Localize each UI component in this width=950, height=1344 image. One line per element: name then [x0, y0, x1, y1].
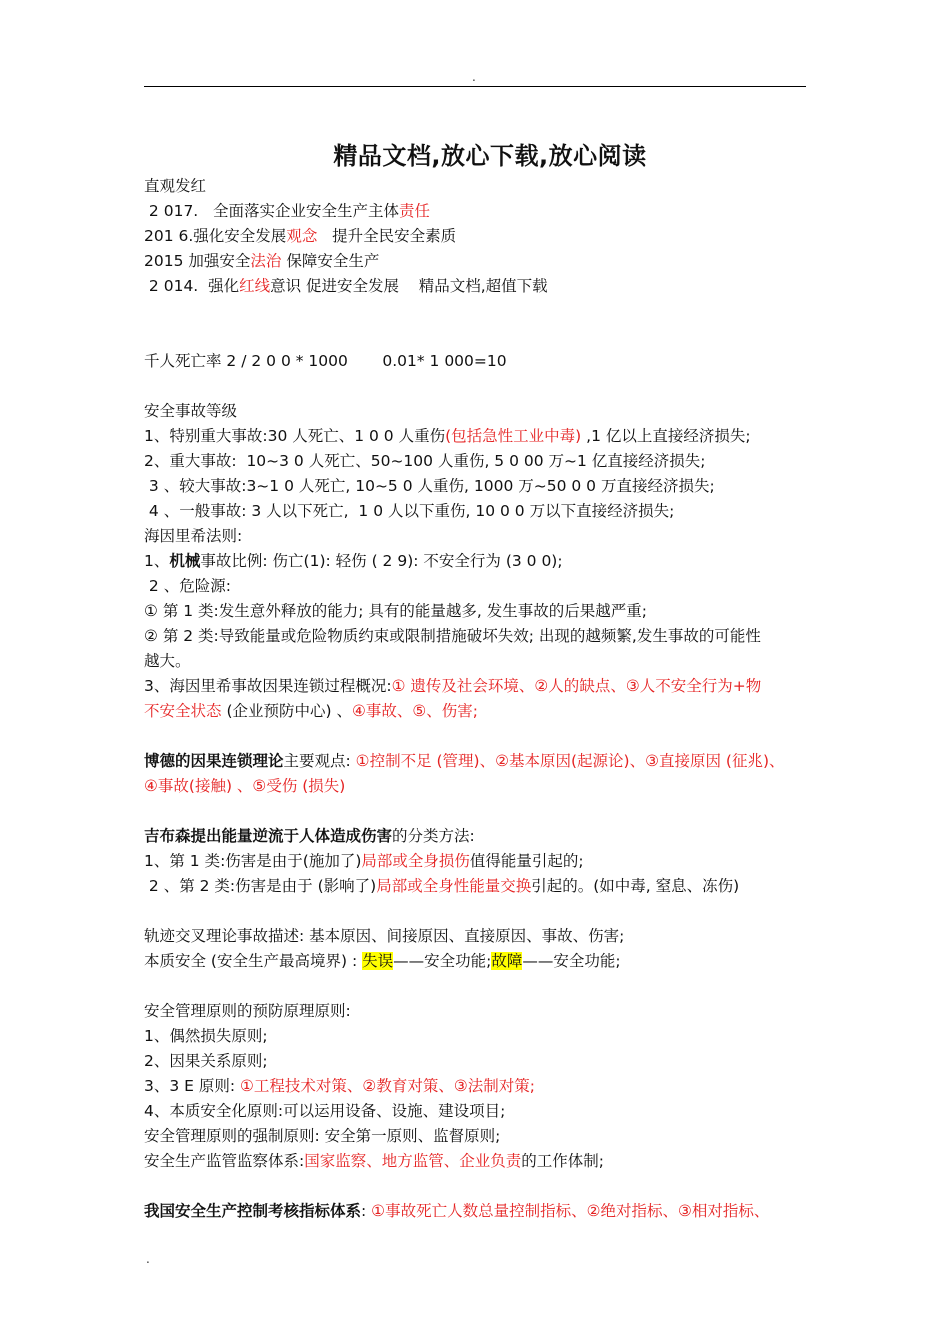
line-text: (企业预防中心) 、 — [221, 702, 352, 720]
text-line — [144, 1024, 824, 1049]
line-text: 主要观点: — [283, 752, 356, 770]
bold-text: 吉布森提出能量逆流于人体造成伤害 — [144, 827, 393, 845]
line-text: 安全生产监管监察体系: — [144, 1152, 305, 1170]
text-line — [144, 949, 824, 974]
text-line — [144, 449, 824, 474]
text-line — [144, 499, 824, 524]
bold-text: 博德的因果连锁理论 — [144, 752, 284, 770]
text-line — [144, 1124, 824, 1149]
blank-line — [144, 974, 824, 999]
line-text: 2015 加强安全 — [144, 252, 251, 270]
text-line — [144, 524, 824, 549]
highlighted-text: 失误 — [362, 952, 394, 970]
line-text: 2、因果关系原则; — [144, 1052, 268, 1070]
line-text: ——安全功能; — [522, 952, 621, 970]
line-text: 的工作体制; — [521, 1152, 604, 1170]
line-text: 意识 促进安全发展 精品文档,超值下载 — [270, 277, 548, 295]
bold-text: 我国安全生产控制考核指标体系 — [144, 1202, 362, 1220]
line-text: 2 017. 全面落实企业安全生产主体 — [144, 202, 400, 220]
text-line — [144, 1149, 824, 1174]
text-line — [144, 874, 824, 899]
text-line — [144, 999, 824, 1024]
text-line — [144, 199, 824, 224]
text-line — [144, 749, 824, 774]
line-text: ② 第 2 类:导致能量或危险物质约束或限制措施破坏失效; 出现的越频繁,发生事故的可能性 — [144, 627, 761, 645]
emphasis-text: ①事故死亡人数总量控制指标、②绝对指标、③相对指标、 — [371, 1202, 770, 1220]
emphasis-text: 观念 — [286, 227, 318, 245]
text-line — [144, 1099, 824, 1124]
emphasis-text: ④事故、⑤、伤害; — [351, 702, 478, 720]
text-line — [144, 1199, 824, 1224]
line-text: : — [361, 1202, 372, 1220]
emphasis-text: ④事故(接触) 、⑤受伤 (损失) — [144, 777, 346, 795]
line-text: 事故比例: 伤亡(1): 轻伤 ( 2 9): 不安全行为 (3 0 0); — [200, 552, 563, 570]
line-text: 保障安全生产 — [281, 252, 380, 270]
line-text: 1、特别重大事故:30 人死亡、1 0 0 人重伤 — [144, 427, 446, 445]
blank-line — [144, 724, 824, 749]
blank-line — [144, 299, 824, 324]
text-line — [144, 574, 824, 599]
document-body — [144, 174, 824, 1224]
text-line — [144, 1049, 824, 1074]
line-text: 4 、一般事故: 3 人以下死亡, 1 0 人以下重伤, 10 0 0 万以下直接经济损失; — [144, 502, 675, 520]
blank-line — [144, 324, 824, 349]
emphasis-text: 国家监察、地方监管、企业负责 — [304, 1152, 522, 1170]
line-text: 的分类方法: — [392, 827, 475, 845]
line-text: 越大。 — [144, 652, 191, 670]
text-line — [144, 274, 824, 299]
line-text: 1、 — [144, 552, 170, 570]
emphasis-text: 局部或全身损伤 — [361, 852, 470, 870]
text-line — [144, 1074, 824, 1099]
line-text: 3、3 E 原则: — [144, 1077, 241, 1095]
emphasis-text: 法治 — [250, 252, 282, 270]
emphasis-text: ①工程技术对策、②教育对策、③法制对策; — [240, 1077, 535, 1095]
emphasis-text: 不安全状态 — [144, 702, 222, 720]
line-text: ① 第 1 类:发生意外释放的能力; 具有的能量越多, 发生事故的后果越严重; — [144, 602, 647, 620]
footer-dot: . — [146, 1252, 150, 1266]
line-text: 2 、危险源: — [144, 577, 231, 595]
text-line — [144, 174, 824, 199]
text-line — [144, 649, 824, 674]
line-text: 提升全民安全素质 — [317, 227, 457, 245]
bold-text: 机械 — [169, 552, 201, 570]
text-line — [144, 424, 824, 449]
emphasis-text: 局部或全身性能量交换 — [376, 877, 532, 895]
line-text: 1、偶然损失原则; — [144, 1027, 268, 1045]
blank-line — [144, 374, 824, 399]
emphasis-text: 责任 — [399, 202, 431, 220]
line-text: 引起的。(如中毒, 窒息、冻伤) — [531, 877, 740, 895]
line-text: 本质安全 (安全生产最高境界) : — [144, 952, 363, 970]
blank-line — [144, 1174, 824, 1199]
text-line — [144, 774, 824, 799]
line-text: ,1 亿以上直接经济损失; — [581, 427, 751, 445]
line-text: 千人死亡率 2 / 2 0 0 * 1000 0.01* 1 000=10 — [144, 352, 507, 370]
emphasis-text: (包括急性工业中毒) — [445, 427, 582, 445]
text-line — [144, 224, 824, 249]
line-text: 2、重大事故: 10~3 0 人死亡、50~100 人重伤, 5 0 00 万~1 亿直接经济损失; — [144, 452, 706, 470]
line-text: 轨迹交叉理论事故描述: 基本原因、间接原因、直接原因、事故、伤害; — [144, 927, 625, 945]
text-line — [144, 399, 824, 424]
page-title: 精品文档,放心下载,放心阅读 — [333, 142, 647, 170]
line-text: 2 、第 2 类:伤害是由于 (影响了) — [144, 877, 377, 895]
text-line — [144, 924, 824, 949]
line-text: 1、第 1 类:伤害是由于(施加了) — [144, 852, 362, 870]
text-line — [144, 599, 824, 624]
line-text: 海因里希法则: — [144, 527, 243, 545]
text-line — [144, 624, 824, 649]
text-line — [144, 849, 824, 874]
line-text: 4、本质安全化原则:可以运用设备、设施、建设项目; — [144, 1102, 506, 1120]
text-line — [144, 824, 824, 849]
header-rule — [144, 86, 806, 87]
emphasis-text: 红线 — [239, 277, 271, 295]
line-text: 安全管理原则的强制原则: 安全第一原则、监督原则; — [144, 1127, 501, 1145]
header-dot: . — [472, 70, 476, 84]
line-text: 安全管理原则的预防原理原则: — [144, 1002, 351, 1020]
highlighted-text: 故障 — [491, 952, 523, 970]
emphasis-text: ① 遗传及社会环境、②人的缺点、③人不安全行为+物 — [391, 677, 762, 695]
line-text: 3、海因里希事故因果连锁过程概况: — [144, 677, 392, 695]
text-line — [144, 674, 824, 699]
emphasis-text: ①控制不足 (管理)、②基本原因(起源论)、③直接原因 (征兆)、 — [355, 752, 785, 770]
line-text: 值得能量引起的; — [469, 852, 584, 870]
blank-line — [144, 899, 824, 924]
blank-line — [144, 799, 824, 824]
line-text: 201 6.强化安全发展 — [144, 227, 287, 245]
text-line — [144, 549, 824, 574]
line-text: 3 、较大事故:3~1 0 人死亡, 10~5 0 人重伤, 1000 万~50 0 0 万直接经济损失; — [144, 477, 715, 495]
text-line — [144, 249, 824, 274]
text-line — [144, 699, 824, 724]
line-text: 安全事故等级 — [144, 402, 238, 420]
text-line — [144, 474, 824, 499]
text-line — [144, 349, 824, 374]
line-text: 2 014. 强化 — [144, 277, 240, 295]
line-text: ——安全功能; — [393, 952, 492, 970]
line-text: 直观发红 — [144, 177, 207, 195]
